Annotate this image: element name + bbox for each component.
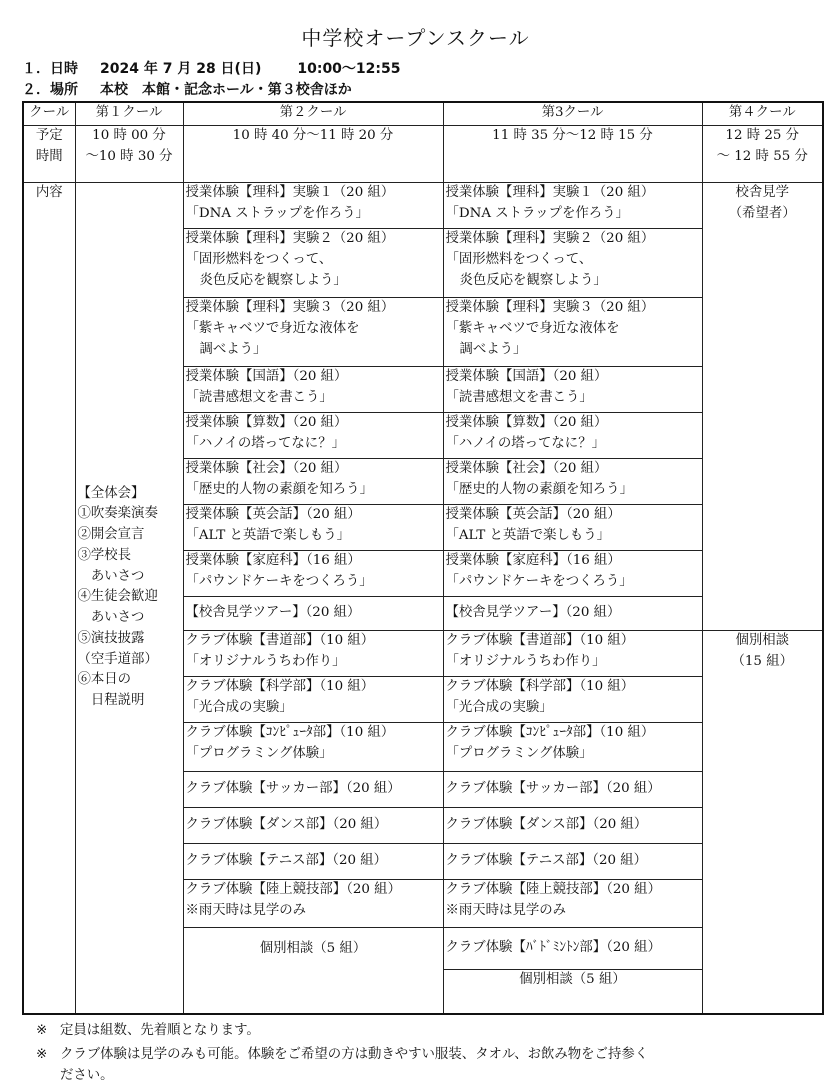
club-track-c3: クラブ体験【陸上競技部】（20 組） ※雨天時は見学のみ — [443, 880, 702, 928]
club-badminton-c3: クラブ体験【ﾊﾞﾄﾞﾐﾝﾄﾝ部】（20 組） — [443, 928, 702, 970]
time-row — [23, 126, 823, 183]
page-title: 中学校オープンスクール — [301, 26, 530, 50]
class-math-c3: 授業体験【算数】（20 組） 「ハノイの塔ってなに？」 — [443, 413, 702, 459]
header-cool-3: 第3クール — [443, 102, 702, 126]
date-label: １．日時 — [22, 61, 78, 77]
content-label: 内容 — [23, 183, 75, 1014]
class-science-3-c3: 授業体験【理科】実験３（20 組） 「紫キャベツで身近な液体を 調べよう」 — [443, 298, 702, 367]
note-2: ※ クラブ体験は見学のみも可能。体験をご希望の方は動きやすい服装、タオル、お飲み物をご持参く — [36, 1047, 649, 1062]
club-calligraphy-c3: クラブ体験【書道部】（10 組） 「オリジナルうちわ作り」 — [443, 631, 702, 677]
club-computer-c2: クラブ体験【ｺﾝﾋﾟｭｰﾀ部】（10 組） 「プログラミング体験」 — [183, 723, 443, 772]
c2-individual-consultation: 個別相談（5 組） — [183, 928, 443, 1014]
header-cool-4: 第４クール — [702, 102, 823, 126]
club-tennis-c2: クラブ体験【テニス部】（20 組） — [183, 844, 443, 880]
class-japanese-c3: 授業体験【国語】（20 組） 「読書感想文を書こう」 — [443, 367, 702, 413]
club-computer-c3: クラブ体験【ｺﾝﾋﾟｭｰﾀ部】（10 組） 「プログラミング体験」 — [443, 723, 702, 772]
schedule-table — [22, 101, 824, 1015]
class-japanese-c2: 授業体験【国語】（20 組） 「読書感想文を書こう」 — [183, 367, 443, 413]
table-row — [23, 183, 823, 229]
club-science-c3: クラブ体験【科学部】（10 組） 「光合成の実験」 — [443, 677, 702, 723]
class-science-1-c2: 授業体験【理科】実験１（20 組） 「DNA ストラップを作ろう」 — [183, 183, 443, 229]
class-math-c2: 授業体験【算数】（20 組） 「ハノイの塔ってなに？」 — [183, 413, 443, 459]
class-home-ec-c2: 授業体験【家庭科】（16 組） 「パウンドケーキをつくろう」 — [183, 551, 443, 597]
header-cool-1: 第１クール — [75, 102, 183, 126]
c3-individual-consultation: 個別相談（5 組） — [443, 970, 702, 1014]
c4-individual-consultation: 個別相談 （15 組） — [702, 631, 823, 1014]
club-dance-c2: クラブ体験【ダンス部】（20 組） — [183, 808, 443, 844]
time-cool-2: 10 時 40 分～11 時 20 分 — [183, 126, 443, 183]
class-science-2-c2: 授業体験【理科】実験２（20 組） 「固形燃料をつくって、 炎色反応を観察しよう」 — [183, 229, 443, 298]
class-science-3-c2: 授業体験【理科】実験３（20 組） 「紫キャベツで身近な液体を 調べよう」 — [183, 298, 443, 367]
tour-c3: 【校舎見学ツアー】（20 組） — [443, 597, 702, 631]
date-value: 2024 年 7 月 28 日(日) — [100, 61, 262, 77]
plenary-session: 【全体会】 ①吹奏楽演奏 ②開会宣言 ③学校長 あいさつ ④生徒会歓迎 あいさつ ⑤演技披露 （空手道部） ⑥本日の 日程説明 — [75, 183, 183, 1014]
club-calligraphy-c2: クラブ体験【書道部】（10 組） 「オリジナルうちわ作り」 — [183, 631, 443, 677]
club-soccer-c2: クラブ体験【サッカー部】（20 組） — [183, 772, 443, 808]
class-home-ec-c3: 授業体験【家庭科】（16 組） 「パウンドケーキをつくろう」 — [443, 551, 702, 597]
time-value: 10:00～12:55 — [297, 61, 401, 77]
club-tennis-c3: クラブ体験【テニス部】（20 組） — [443, 844, 702, 880]
place-label: ２．場所 — [22, 82, 78, 98]
place-value: 本校 本館・記念ホール・第３校舎ほか — [100, 82, 352, 98]
class-social-c2: 授業体験【社会】（20 組） 「歴史的人物の素顔を知ろう」 — [183, 459, 443, 505]
club-soccer-c3: クラブ体験【サッカー部】（20 組） — [443, 772, 702, 808]
note-1: ※ 定員は組数、先着順となります。 — [36, 1023, 260, 1038]
club-dance-c3: クラブ体験【ダンス部】（20 組） — [443, 808, 702, 844]
date-line — [22, 58, 401, 78]
class-science-2-c3: 授業体験【理科】実験２（20 組） 「固形燃料をつくって、 炎色反応を観察しよう」 — [443, 229, 702, 298]
class-english-c3: 授業体験【英会話】（20 組） 「ALT と英語で楽しもう」 — [443, 505, 702, 551]
header-cool-2: 第２クール — [183, 102, 443, 126]
c4-school-tour: 校舎見学 （希望者） — [702, 183, 823, 631]
time-cool-4: 12 時 25 分 ～ 12 時 55 分 — [702, 126, 823, 183]
note-2-cont: ださい。 — [60, 1068, 114, 1083]
class-social-c3: 授業体験【社会】（20 組） 「歴史的人物の素顔を知ろう」 — [443, 459, 702, 505]
header-row — [23, 102, 823, 126]
header-cool: クール — [23, 102, 75, 126]
time-label: 予定 時間 — [23, 126, 75, 183]
class-science-1-c3: 授業体験【理科】実験１（20 組） 「DNA ストラップを作ろう」 — [443, 183, 702, 229]
class-english-c2: 授業体験【英会話】（20 組） 「ALT と英語で楽しもう」 — [183, 505, 443, 551]
time-cool-1: 10 時 00 分 ～10 時 30 分 — [75, 126, 183, 183]
club-science-c2: クラブ体験【科学部】（10 組） 「光合成の実験」 — [183, 677, 443, 723]
tour-c2: 【校舎見学ツアー】（20 組） — [183, 597, 443, 631]
time-cool-3: 11 時 35 分～12 時 15 分 — [443, 126, 702, 183]
place-line — [22, 79, 352, 99]
club-track-c2: クラブ体験【陸上競技部】（20 組） ※雨天時は見学のみ — [183, 880, 443, 928]
